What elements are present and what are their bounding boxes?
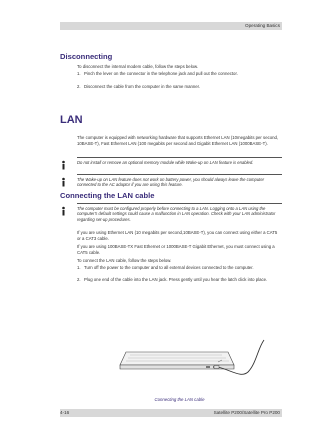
note-rule bbox=[77, 203, 282, 204]
list-text: Pinch the lever on the connector in the telephone jack and pull out the connector. bbox=[84, 71, 238, 76]
info-icon bbox=[59, 177, 68, 187]
list-text: Disconnect the cable from the computer in the same manner. bbox=[84, 84, 201, 89]
footer-model: Satellite P200/Satellite Pro P200 bbox=[213, 410, 280, 415]
info-icon bbox=[59, 206, 68, 216]
running-header: Operating Basics bbox=[245, 23, 280, 28]
disconnecting-intro: To disconnect the internal modem cable, follow the steps below. bbox=[77, 64, 199, 69]
note-configure: The computer must be configured properly before connecting to a LAN. Logging onto a LAN using the computer's default settings could cause a malfunction in LAN operation. Check with your LAN administrator regarding set-up procedures. bbox=[77, 206, 276, 222]
paragraph-cat5: If you are using 100BASE-TX Fast Ethernet or 1000BASE-T Gigabit Ethernet, you must connect using a CAT5 cable. bbox=[77, 244, 275, 255]
connecting-heading: Connecting the LAN cable bbox=[60, 191, 155, 200]
list-item bbox=[77, 84, 282, 90]
lan-intro: The computer is equipped with networking hardware that supports Ethernet LAN (10megabits per second, 10BASE-T), Fast Ethernet LAN (100 megabits per second and Gigabit Ethernet LAN (1000BASE-T). bbox=[77, 135, 279, 146]
note-memory: Do not install or remove an optional memory module while Wake-up on LAN feature is enabled. bbox=[77, 160, 254, 165]
list-number: 1. bbox=[77, 265, 81, 270]
page-number: 4-16 bbox=[60, 410, 70, 415]
note-rule bbox=[77, 174, 282, 175]
list-number: 2. bbox=[77, 277, 81, 282]
figure-caption: Connecting the LAN cable bbox=[154, 397, 205, 402]
lan-heading: LAN bbox=[60, 114, 83, 126]
paragraph-cat3: If you are using Ethernet LAN (10 megabits per second,10BASE-T), you can connect using either a CAT5 or a CAT3 cable. bbox=[77, 230, 278, 241]
list-item bbox=[77, 265, 282, 271]
disconnecting-heading: Disconnecting bbox=[60, 52, 113, 61]
list-item bbox=[77, 71, 282, 77]
note-rule bbox=[77, 157, 282, 158]
list-number: 2. bbox=[77, 84, 81, 89]
list-text: Turn off the power to the computer and to all external devices connected to the computer. bbox=[84, 265, 254, 270]
note-battery: The Wake-up on LAN feature does not work on battery power, you should always leave the computer connected to the AC adaptor if you are using this feature. bbox=[77, 177, 265, 188]
list-item bbox=[77, 277, 282, 283]
paragraph-steps-intro: To connect the LAN cable, follow the steps below. bbox=[77, 258, 172, 263]
info-icon bbox=[59, 160, 68, 170]
laptop-lan-illustration bbox=[118, 338, 268, 388]
list-text: Plug one end of the cable into the LAN jack. Press gently until you hear the latch click into place. bbox=[84, 277, 268, 282]
list-number: 1. bbox=[77, 71, 81, 76]
